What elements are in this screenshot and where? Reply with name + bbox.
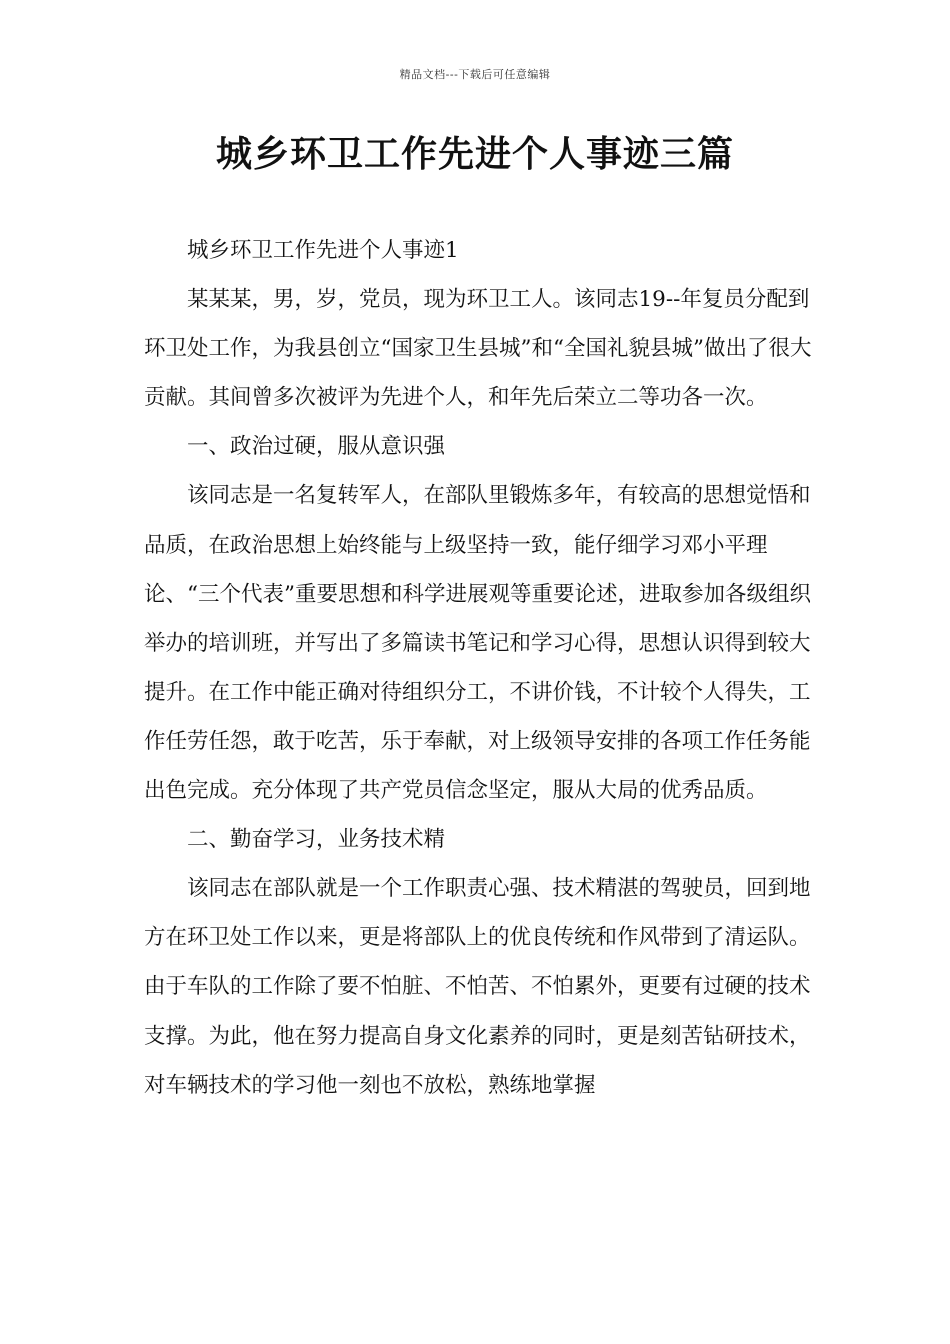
document-body [144,226,820,1110]
section-heading: 城乡环卫工作先进个人事迹1 [187,238,459,263]
section-heading: 二、勤奋学习，业务技术精 [187,827,446,853]
body-paragraph: 某某某，男，岁，党员，现为环卫工人。该同志19--年复员分配到环卫处工作，为我县创立“国家卫生县城”和“全国礼貌县城”做出了很大贡献。其间曾多次被评为先进个人，和年先后荣立二等功各一次。 [144,287,812,411]
header-note: 精品文档---下载后可任意编辑 [399,68,551,81]
body-paragraph: 该同志在部队就是一个工作职责心强、技术精湛的驾驶员，回到地方在环卫处工作以来，更是将部队上的优良传统和作风带到了清运队。由于车队的工作除了要不怕脏、不怕苦、不怕累外，更要有过硬的技术支撑。为此，他在努力提高自身文化素养的同时，更是刻苦钻研技术，对车辆技术的学习他一刻也不放松，熟练地掌握 [144,876,811,1098]
document-title: 城乡环卫工作先进个人事迹三篇 [215,133,734,175]
body-paragraph: 该同志是一名复转军人，在部队里锻炼多年，有较高的思想觉悟和品质，在政治思想上始终能与上级坚持一致，能仔细学习邓小平理论、“三个代表”重要思想和科学进展观等重要论述，进取参加各级组织举办的培训班，并写出了多篇读书笔记和学习心得，思想认识得到较大提升。在工作中能正确对待组织分工，不讲价钱，不计较个人得失，工作任劳任怨，敢于吃苦，乐于奉献，对上级领导安排的各项工作任务能出色完成。充分体现了共产党员信念坚定，服从大局的优秀品质。 [144,483,811,804]
section-heading: 一、政治过硬，服从意识强 [187,434,446,460]
